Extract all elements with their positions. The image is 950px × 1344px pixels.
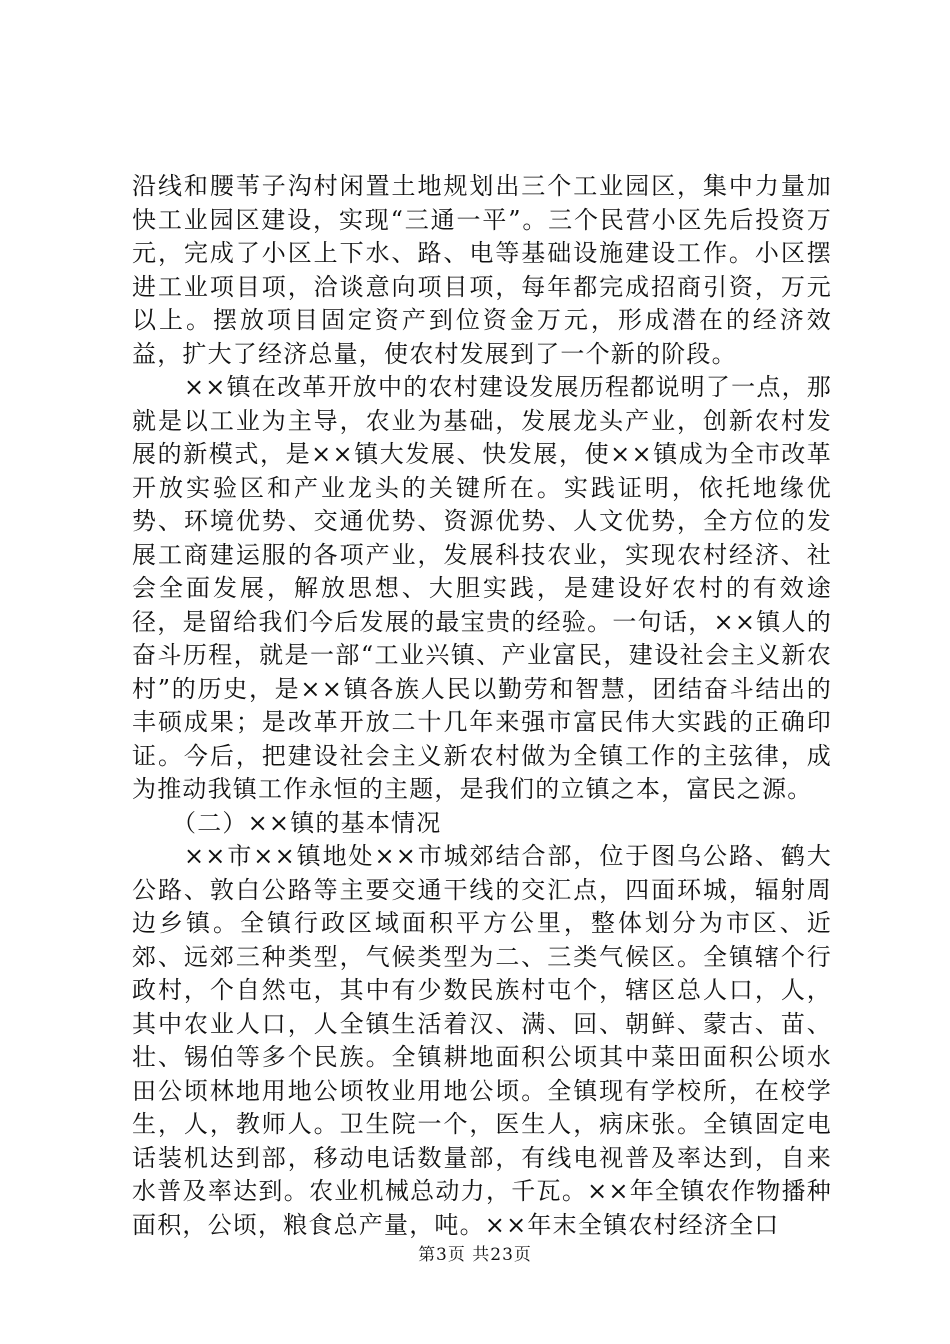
document-body (132, 170, 832, 1242)
paragraph-industrial-parks: 沿线和腰苇子沟村闲置土地规划出三个工业园区，集中力量加快工业园区建设，实现“三通一平”。三个民营小区先后投资万元，完成了小区上下水、路、电等基础设施建设工作。小区摆进工业项目项，洽谈意向项目项，每年都完成招商引资，万元以上。摆放项目固定资产到位资金万元，形成潜在的经济效益，扩大了经济总量，使农村发展到了一个新的阶段。 (132, 172, 832, 368)
paragraph-development-experience: ××镇在改革开放中的农村建设发展历程都说明了一点，那就是以工业为主导，农业为基础，发展龙头产业，创新农村发展的新模式，是××镇大发展、快发展，使××镇成为全市改革开放实验区和产业龙头的关键所在。实践证明，依托地缘优势、环境优势、交通优势、资源优势、人文优势，全方位的发展工商建运服的各项产业，发展科技农业，实现农村经济、社会全面发展，解放思想、大胆实践，是建设好农村的有效途径，是留给我们今后发展的最宝贵的经验。一句话，××镇人的奋斗历程，就是一部“工业兴镇、产业富民，建设社会主义新农村”的历史，是××镇各族人民以勤劳和智慧，团结奋斗结出的丰硕成果；是改革开放二十几年来强市富民伟大实践的正确印证。今后，把建设社会主义新农村做为全镇工作的主弦律，成为推动我镇工作永恒的主题，是我们的立镇之本，富民之源。 (132, 373, 832, 803)
paragraph-town-overview: ××市××镇地处××市城郊结合部，位于图乌公路、鹤大公路、敦白公路等主要交通干线的交汇点，四面环城，辐射周边乡镇。全镇行政区域面积平方公里，整体划分为市区、近郊、远郊三种类型，气候类型为二、三类气候区。全镇辖个行政村，个自然屯，其中有少数民族村屯个，辖区总人口，人，其中农业人口，人全镇生活着汉、满、回、朝鲜、蒙古、苗、壮、锡伯等多个民族。全镇耕地面积公顷其中菜田面积公顷水田公顷林地用地公顷牧业用地公顷。全镇现有学校所，在校学生，人，教师人。卫生院一个，医生人，病床张。全镇固定电话装机达到部，移动电话数量部，有线电视普及率达到，自来水普及率达到。农业机械总动力，千瓦。××年全镇农作物播种面积，公顷，粮食总产量，吨。××年末全镇农村经济全口 (132, 842, 832, 1239)
section-heading-basic-info: （二）××镇的基本情况 (172, 808, 442, 837)
page-number-footer: 第3页 共23页 (418, 1245, 532, 1265)
